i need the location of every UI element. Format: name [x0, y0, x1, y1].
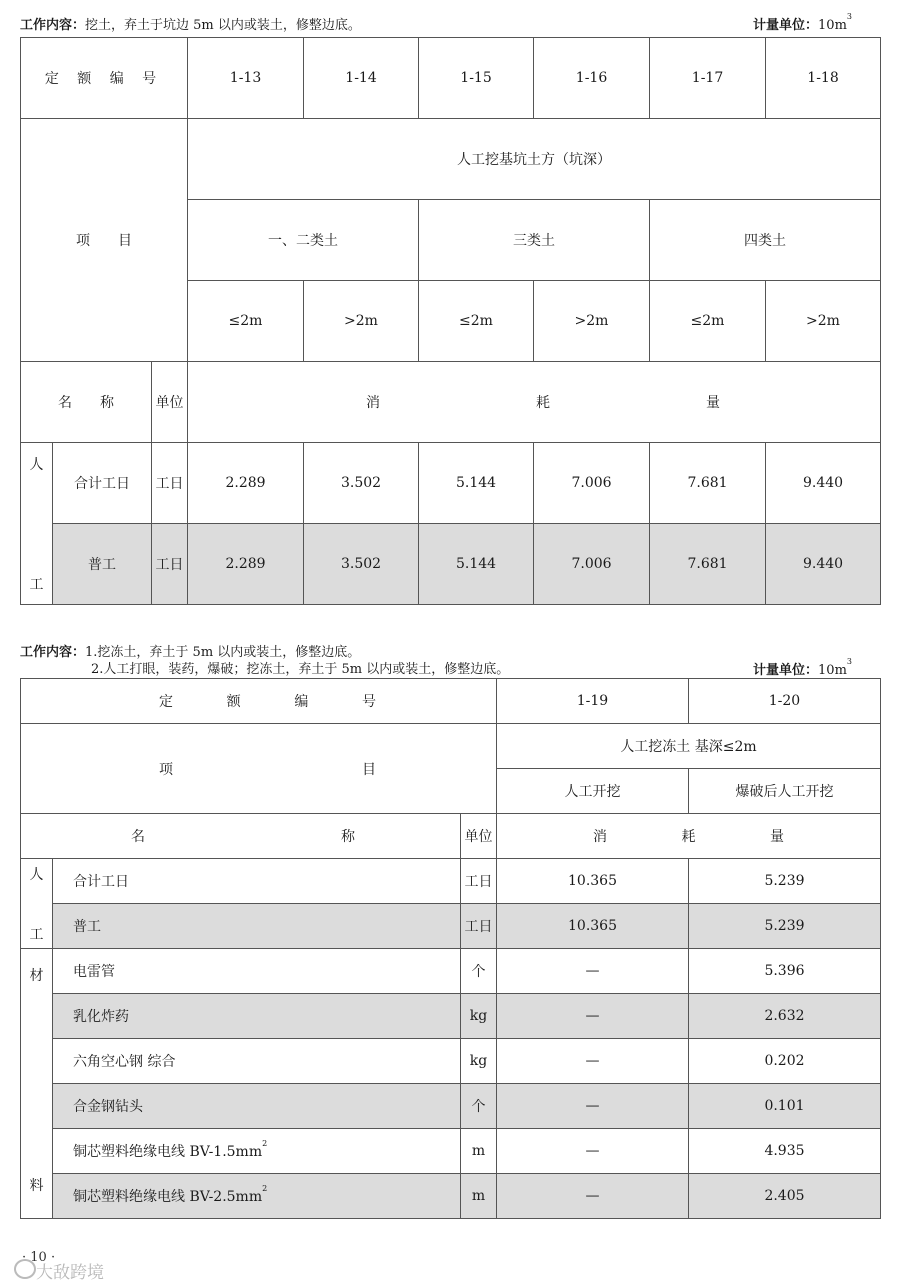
row-unit: 工日: [461, 904, 497, 949]
row-name: 普工: [53, 904, 461, 949]
row-unit: kg: [461, 1039, 497, 1084]
row-value: 2.289: [188, 524, 304, 605]
row-value: 2.632: [689, 994, 881, 1039]
table-row: [21, 859, 881, 904]
item-label: 项 目: [21, 119, 188, 362]
label-char: 称: [341, 829, 355, 845]
group-char: 工: [29, 576, 44, 593]
row-name: 六角空心钢 综合: [53, 1039, 461, 1084]
measure-unit-sup: 3: [846, 12, 852, 21]
label-char: 编: [294, 694, 309, 710]
soil-type: 三类土: [419, 200, 650, 281]
material-group-label: [21, 949, 53, 1219]
row-name: 合计工日: [53, 443, 152, 524]
work-content-1: [20, 14, 361, 33]
label-char: 项: [159, 761, 173, 778]
table-row: [21, 949, 881, 994]
row-value: 5.144: [419, 443, 534, 524]
row-value: 10.365: [497, 859, 689, 904]
consumption-char: 量: [706, 395, 721, 411]
depth-header: ≤2m: [650, 281, 766, 362]
row-value: —: [497, 1174, 689, 1219]
row-name: 乳化炸药: [53, 994, 461, 1039]
group-char: 料: [29, 1177, 44, 1194]
row-value: 5.239: [689, 904, 881, 949]
group-char: 工: [29, 926, 44, 943]
row-value: 7.006: [534, 443, 650, 524]
row-value: 0.202: [689, 1039, 881, 1084]
row-unit: 工日: [152, 443, 188, 524]
row-unit: 工日: [461, 859, 497, 904]
label-char: 号: [361, 694, 376, 710]
row-value: —: [497, 1084, 689, 1129]
work-content-text: 挖土，弃土于坑边 5m 以内或装土，修整边底。: [85, 18, 361, 33]
unit-col-label: 单位: [461, 814, 497, 859]
work-content-line: 1.挖冻土，弃土于 5m 以内或装土，修整边底。: [85, 645, 361, 660]
label-char: 额: [226, 694, 241, 710]
label-char: 名: [131, 829, 145, 845]
row-value: 3.502: [304, 443, 419, 524]
row-unit: m: [461, 1129, 497, 1174]
group-char: 人: [29, 866, 44, 883]
consumption-char: 消: [593, 829, 607, 845]
page-number: · 10 ·: [22, 1250, 56, 1265]
row-value: 5.144: [419, 524, 534, 605]
quota-table-1: [20, 37, 881, 605]
work-content-2-line2: [91, 658, 509, 677]
row-value: 9.440: [766, 524, 881, 605]
quota-code: 1-18: [766, 38, 881, 119]
table-row: [21, 1129, 881, 1174]
row-unit: kg: [461, 994, 497, 1039]
row-name: 普工: [53, 524, 152, 605]
depth-header: ≤2m: [188, 281, 304, 362]
table-row: [21, 1039, 881, 1084]
depth-header: >2m: [304, 281, 419, 362]
measure-unit-value: 10m: [818, 663, 847, 678]
watermark-icon: [14, 1259, 36, 1279]
sub-header: 人工开挖: [497, 769, 689, 814]
row-value: 7.006: [534, 524, 650, 605]
item-label: [21, 724, 497, 814]
watermark: 大敌跨境: [36, 1263, 104, 1283]
main-header: 人工挖基坑土方（坑深）: [188, 119, 881, 200]
quota-table-2: [20, 678, 881, 1219]
row-unit: m: [461, 1174, 497, 1219]
row-value: 2.289: [188, 443, 304, 524]
row-unit: 个: [461, 1084, 497, 1129]
measure-unit-sup: 3: [846, 657, 852, 666]
consumption-header: [188, 362, 881, 443]
main-header: 人工挖冻土 基深≤2m: [497, 724, 881, 769]
row-value: 7.681: [650, 443, 766, 524]
measure-unit-2: [753, 659, 852, 678]
work-content-label: 工作内容：: [20, 18, 86, 33]
row-value: 9.440: [766, 443, 881, 524]
quota-number-label: [21, 679, 497, 724]
consumption-char: 量: [770, 829, 784, 845]
quota-code: 1-19: [497, 679, 689, 724]
unit-col-label: 单位: [152, 362, 188, 443]
table-row: [21, 904, 881, 949]
row-value: 7.681: [650, 524, 766, 605]
measure-unit-label: 计量单位：: [753, 18, 819, 33]
table-row: [21, 524, 881, 605]
row-value: —: [497, 994, 689, 1039]
row-value: 4.935: [689, 1129, 881, 1174]
quota-number-label: 定 额 编 号: [21, 38, 188, 119]
quota-code: 1-16: [534, 38, 650, 119]
row-name: 合金钢钻头: [53, 1084, 461, 1129]
row-value: 10.365: [497, 904, 689, 949]
depth-header: ≤2m: [419, 281, 534, 362]
labor-group-label: [21, 859, 53, 949]
row-value: —: [497, 949, 689, 994]
table-row: [21, 443, 881, 524]
row-value: —: [497, 1129, 689, 1174]
row-value: 5.396: [689, 949, 881, 994]
row-value: 2.405: [689, 1174, 881, 1219]
measure-unit-label: 计量单位：: [753, 663, 819, 678]
labor-group-label: [21, 443, 53, 605]
work-content-line: 2.人工打眼，装药，爆破；挖冻土，弃土于 5m 以内或装土，修整边底。: [91, 662, 510, 677]
row-name: [53, 1129, 461, 1174]
name-col-label: [21, 814, 461, 859]
row-value: 3.502: [304, 524, 419, 605]
measure-unit-1: [753, 14, 852, 33]
group-char: 人: [29, 456, 44, 473]
consumption-char: 消: [366, 395, 381, 411]
soil-type: 一、二类土: [188, 200, 419, 281]
quota-code: 1-15: [419, 38, 534, 119]
table-row: [21, 1084, 881, 1129]
table-row: [21, 1174, 881, 1219]
row-name: [53, 1174, 461, 1219]
row-name: 合计工日: [53, 859, 461, 904]
label-char: 目: [362, 761, 376, 778]
consumption-header: [497, 814, 881, 859]
group-char: 材: [29, 967, 44, 984]
row-unit: 个: [461, 949, 497, 994]
row-name-sup: 2: [262, 1139, 268, 1148]
row-name-text: 铜芯塑料绝缘电线 BV-1.5mm: [73, 1144, 263, 1160]
row-value: 5.239: [689, 859, 881, 904]
row-value: 0.101: [689, 1084, 881, 1129]
row-name-sup: 2: [262, 1184, 268, 1193]
work-content-label: 工作内容：: [20, 645, 86, 660]
row-unit: 工日: [152, 524, 188, 605]
row-value: —: [497, 1039, 689, 1084]
quota-code: 1-20: [689, 679, 881, 724]
label-char: 定: [159, 694, 173, 710]
consumption-char: 耗: [681, 829, 696, 845]
name-col-label: 名 称: [21, 362, 152, 443]
measure-unit-value: 10m: [818, 18, 847, 33]
depth-header: >2m: [534, 281, 650, 362]
row-name-text: 铜芯塑料绝缘电线 BV-2.5mm: [73, 1189, 263, 1205]
sub-header: 爆破后人工开挖: [689, 769, 881, 814]
depth-header: >2m: [766, 281, 881, 362]
table-row: [21, 994, 881, 1039]
consumption-char: 耗: [536, 395, 551, 411]
quota-code: 1-13: [188, 38, 304, 119]
row-name: 电雷管: [53, 949, 461, 994]
soil-type: 四类土: [650, 200, 881, 281]
quota-code: 1-17: [650, 38, 766, 119]
quota-code: 1-14: [304, 38, 419, 119]
